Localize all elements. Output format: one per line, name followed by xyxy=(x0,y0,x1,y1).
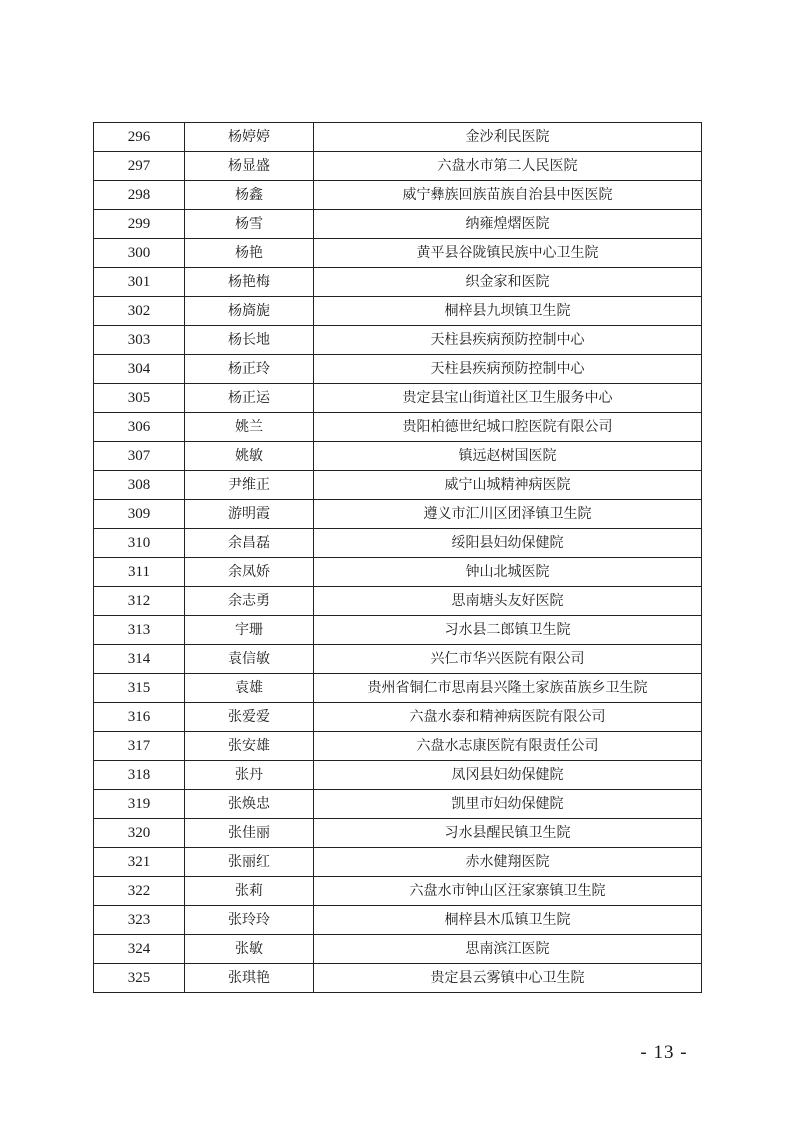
person-name-cell: 张丹 xyxy=(185,761,314,790)
table-row xyxy=(94,587,702,616)
table-row xyxy=(94,964,702,993)
person-name-cell: 袁雄 xyxy=(185,674,314,703)
roster-table-body xyxy=(94,123,702,993)
person-name-cell: 张丽红 xyxy=(185,848,314,877)
organization-cell: 纳雍煌熠医院 xyxy=(314,210,702,239)
row-number-cell: 304 xyxy=(94,355,185,384)
row-number-cell: 311 xyxy=(94,558,185,587)
organization-cell: 贵阳柏德世纪城口腔医院有限公司 xyxy=(314,413,702,442)
person-name-cell: 张爱爱 xyxy=(185,703,314,732)
organization-cell: 桐梓县木瓜镇卫生院 xyxy=(314,906,702,935)
organization-cell: 桐梓县九坝镇卫生院 xyxy=(314,297,702,326)
row-number-cell: 299 xyxy=(94,210,185,239)
person-name-cell: 杨正玲 xyxy=(185,355,314,384)
person-name-cell: 张玲玲 xyxy=(185,906,314,935)
row-number-cell: 302 xyxy=(94,297,185,326)
table-row xyxy=(94,703,702,732)
person-name-cell: 袁信敏 xyxy=(185,645,314,674)
table-row xyxy=(94,761,702,790)
table-row xyxy=(94,819,702,848)
roster-table xyxy=(93,122,702,993)
row-number-cell: 324 xyxy=(94,935,185,964)
table-row xyxy=(94,529,702,558)
person-name-cell: 张佳丽 xyxy=(185,819,314,848)
row-number-cell: 317 xyxy=(94,732,185,761)
row-number-cell: 300 xyxy=(94,239,185,268)
table-row xyxy=(94,297,702,326)
organization-cell: 习水县二郎镇卫生院 xyxy=(314,616,702,645)
table-row xyxy=(94,790,702,819)
table-row xyxy=(94,674,702,703)
organization-cell: 贵州省铜仁市思南县兴隆土家族苗族乡卫生院 xyxy=(314,674,702,703)
table-row xyxy=(94,239,702,268)
table-row xyxy=(94,906,702,935)
row-number-cell: 314 xyxy=(94,645,185,674)
row-number-cell: 312 xyxy=(94,587,185,616)
organization-cell: 凯里市妇幼保健院 xyxy=(314,790,702,819)
person-name-cell: 杨长地 xyxy=(185,326,314,355)
table-row xyxy=(94,935,702,964)
organization-cell: 黄平县谷陇镇民族中心卫生院 xyxy=(314,239,702,268)
page-number: - 13 - xyxy=(640,1042,688,1063)
row-number-cell: 310 xyxy=(94,529,185,558)
row-number-cell: 296 xyxy=(94,123,185,152)
row-number-cell: 319 xyxy=(94,790,185,819)
row-number-cell: 297 xyxy=(94,152,185,181)
person-name-cell: 杨正运 xyxy=(185,384,314,413)
person-name-cell: 杨艳 xyxy=(185,239,314,268)
organization-cell: 六盘水市钟山区汪家寨镇卫生院 xyxy=(314,877,702,906)
person-name-cell: 杨婷婷 xyxy=(185,123,314,152)
organization-cell: 兴仁市华兴医院有限公司 xyxy=(314,645,702,674)
organization-cell: 威宁彝族回族苗族自治县中医医院 xyxy=(314,181,702,210)
table-row xyxy=(94,152,702,181)
organization-cell: 威宁山城精神病医院 xyxy=(314,471,702,500)
row-number-cell: 325 xyxy=(94,964,185,993)
person-name-cell: 杨显盛 xyxy=(185,152,314,181)
row-number-cell: 305 xyxy=(94,384,185,413)
table-row xyxy=(94,877,702,906)
organization-cell: 织金家和医院 xyxy=(314,268,702,297)
row-number-cell: 315 xyxy=(94,674,185,703)
person-name-cell: 姚敏 xyxy=(185,442,314,471)
row-number-cell: 323 xyxy=(94,906,185,935)
organization-cell: 贵定县宝山街道社区卫生服务中心 xyxy=(314,384,702,413)
row-number-cell: 322 xyxy=(94,877,185,906)
row-number-cell: 306 xyxy=(94,413,185,442)
person-name-cell: 张琪艳 xyxy=(185,964,314,993)
row-number-cell: 313 xyxy=(94,616,185,645)
table-row xyxy=(94,413,702,442)
table-row xyxy=(94,471,702,500)
person-name-cell: 张敏 xyxy=(185,935,314,964)
row-number-cell: 316 xyxy=(94,703,185,732)
organization-cell: 钟山北城医院 xyxy=(314,558,702,587)
organization-cell: 贵定县云雾镇中心卫生院 xyxy=(314,964,702,993)
organization-cell: 六盘水市第二人民医院 xyxy=(314,152,702,181)
table-row xyxy=(94,384,702,413)
organization-cell: 思南塘头友好医院 xyxy=(314,587,702,616)
organization-cell: 六盘水志康医院有限责任公司 xyxy=(314,732,702,761)
person-name-cell: 余昌磊 xyxy=(185,529,314,558)
person-name-cell: 宇珊 xyxy=(185,616,314,645)
person-name-cell: 张莉 xyxy=(185,877,314,906)
row-number-cell: 321 xyxy=(94,848,185,877)
person-name-cell: 余志勇 xyxy=(185,587,314,616)
table-row xyxy=(94,616,702,645)
table-row xyxy=(94,355,702,384)
table-row xyxy=(94,732,702,761)
organization-cell: 天柱县疾病预防控制中心 xyxy=(314,326,702,355)
row-number-cell: 318 xyxy=(94,761,185,790)
row-number-cell: 307 xyxy=(94,442,185,471)
organization-cell: 凤冈县妇幼保健院 xyxy=(314,761,702,790)
row-number-cell: 308 xyxy=(94,471,185,500)
organization-cell: 绥阳县妇幼保健院 xyxy=(314,529,702,558)
person-name-cell: 杨艳梅 xyxy=(185,268,314,297)
table-row xyxy=(94,181,702,210)
table-row xyxy=(94,123,702,152)
row-number-cell: 320 xyxy=(94,819,185,848)
organization-cell: 镇远赵树国医院 xyxy=(314,442,702,471)
row-number-cell: 301 xyxy=(94,268,185,297)
organization-cell: 遵义市汇川区团泽镇卫生院 xyxy=(314,500,702,529)
table-row xyxy=(94,558,702,587)
person-name-cell: 姚兰 xyxy=(185,413,314,442)
row-number-cell: 298 xyxy=(94,181,185,210)
organization-cell: 金沙利民医院 xyxy=(314,123,702,152)
person-name-cell: 游明霞 xyxy=(185,500,314,529)
organization-cell: 习水县醒民镇卫生院 xyxy=(314,819,702,848)
person-name-cell: 杨鑫 xyxy=(185,181,314,210)
person-name-cell: 余凤娇 xyxy=(185,558,314,587)
person-name-cell: 张焕忠 xyxy=(185,790,314,819)
table-row xyxy=(94,210,702,239)
person-name-cell: 尹维正 xyxy=(185,471,314,500)
table-row xyxy=(94,442,702,471)
organization-cell: 赤水健翔医院 xyxy=(314,848,702,877)
row-number-cell: 303 xyxy=(94,326,185,355)
organization-cell: 天柱县疾病预防控制中心 xyxy=(314,355,702,384)
table-row xyxy=(94,848,702,877)
person-name-cell: 张安雄 xyxy=(185,732,314,761)
table-row xyxy=(94,500,702,529)
table-row xyxy=(94,268,702,297)
person-name-cell: 杨旖旎 xyxy=(185,297,314,326)
organization-cell: 思南滨江医院 xyxy=(314,935,702,964)
person-name-cell: 杨雪 xyxy=(185,210,314,239)
row-number-cell: 309 xyxy=(94,500,185,529)
organization-cell: 六盘水泰和精神病医院有限公司 xyxy=(314,703,702,732)
table-row xyxy=(94,326,702,355)
table-row xyxy=(94,645,702,674)
